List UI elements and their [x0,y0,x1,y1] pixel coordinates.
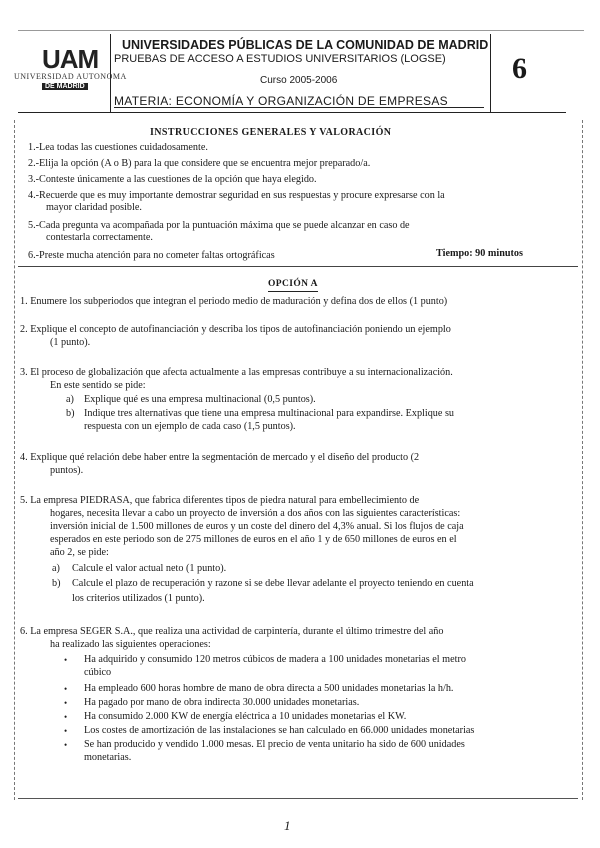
question-3-cont: En este sentido se pide: [50,380,146,391]
bullet-mark: • [64,726,68,736]
question-5a-label: a) [52,563,60,574]
left-scan-edge [14,120,15,800]
instruction-5: 5.-Cada pregunta va acompañada por la puntuación máxima que se puede alcanzar en caso de [28,220,410,231]
question-5-l2: hogares, necesita llevar a cabo un proyecto de inversión a dos años con las siguientes características: [50,508,461,519]
question-3b-cont: respuesta con un ejemplo de cada caso (1,5 puntos). [84,421,296,432]
question-5: 5. La empresa PIEDRASA, que fabrica diferentes tipos de piedra natural para embellecimiento de [20,495,420,506]
university-title: UNIVERSIDADES PÚBLICAS DE LA COMUNIDAD DE MADRID [122,38,489,52]
question-6-item-6-cont: monetarias. [84,752,132,763]
question-6-item-5: Los costes de amortización de las instalaciones se han calculado en 66.000 unidades monetarias [84,725,475,736]
logo-badge: DE MADRID [42,83,88,90]
question-3a-label: a) [66,394,74,405]
question-4-cont: puntos). [50,465,84,476]
question-6-item-1-cont: cúbico [84,667,112,678]
header-bottom-line [18,112,566,113]
exam-time: Tiempo: 90 minutos [436,248,523,259]
question-2-cont: (1 punto). [50,337,91,348]
question-5-l4: esperados en este periodo son de 275 millones de euros en el año 1 y de 650 millones de euros en el [50,534,457,545]
question-6-item-6: Se han producido y vendido 1.000 mesas. El precio de venta unitario ha sido de 600 unidades [84,739,465,750]
question-1: 1. Enumere los subperiodos que integran el periodo medio de maduración y defina dos de ellos (1 punto) [20,296,448,307]
question-3b-label: b) [66,408,75,419]
question-5-l5: año 2, se pide: [50,547,109,558]
question-6-item-2: Ha empleado 600 horas hombre de mano de obra directa a 500 unidades monetarias la h/h. [84,683,454,694]
question-3b: Indique tres alternativas que tiene una empresa multinacional para expandirse. Explique su [84,408,455,419]
header-top-line [18,30,584,31]
question-3a: Explique qué es una empresa multinacional (0,5 puntos). [84,394,316,405]
question-5-l3: inversión inicial de 1.500 millones de euros y un coste del dinero del 4,3% anual. Si los flujos de caja [50,521,464,532]
bullet-mark: • [64,712,68,722]
instruction-5-cont: contestarla correctamente. [46,232,153,243]
question-5b-cont: los criterios utilizados (1 punto). [72,593,205,604]
instruction-6: 6.-Preste mucha atención para no cometer faltas ortográficas [28,250,275,261]
question-5b-label: b) [52,578,61,589]
instruction-3: 3.-Conteste únicamente a las cuestiones de la opción que haya elegido. [28,174,317,185]
question-5a: Calcule el valor actual neto (1 punto). [72,563,227,574]
logo-mark: UAM [42,44,99,74]
logo-text: UNIVERSIDAD AUTONOMA [14,72,127,81]
question-6: 6. La empresa SEGER S.A., que realiza una actividad de carpintería, durante el último trimestre del año [20,626,444,637]
bullet-mark: • [64,698,68,708]
question-6-item-1: Ha adquirido y consumido 120 metros cúbicos de madera a 100 unidades monetarias el metro [84,654,466,665]
question-4: 4. Explique qué relación debe haber entre la segmentación de mercado y el diseño del producto (2 [20,452,420,463]
question-6-cont: ha realizado las siguientes operaciones: [50,639,211,650]
subject-title: MATERIA: ECONOMÍA Y ORGANIZACIÓN DE EMPRESAS [114,94,448,108]
instructions-heading: INSTRUCCIONES GENERALES Y VALORACIÓN [150,127,392,138]
bottom-line [18,798,578,799]
right-scan-edge [582,120,583,800]
instruction-2: 2.-Elija la opción (A o B) para la que considere que se encuentra mejor preparado/a. [28,158,371,169]
bullet-mark: • [64,655,68,665]
course-label: Curso 2005-2006 [260,75,338,86]
university-logo [14,44,127,94]
question-3: 3. El proceso de globalización que afecta actualmente a las empresas contribuye a su internacionalización. [20,367,453,378]
question-2: 2. Explique el concepto de autofinanciación y describa los tipos de autofinanciación poniendo un ejemplo [20,324,451,335]
page-number-box: 6 [512,52,527,85]
footer-page-mark: 1 [284,818,291,833]
instruction-4: 4.-Recuerde que es muy importante demostrar seguridad en sus respuestas y procure expresarse con la [28,190,445,201]
bullet-mark: • [64,740,68,750]
question-6-item-3: Ha pagado por mano de obra indirecta 30.000 unidades monetarias. [84,697,360,708]
option-heading: OPCIÓN A [268,279,318,289]
option-heading-underline [268,291,318,292]
question-5b: Calcule el plazo de recuperación y razone si se debe llevar adelante el proyecto teniendo en cuenta [72,578,474,589]
exam-title: PRUEBAS DE ACCESO A ESTUDIOS UNIVERSITARIOS (LOGSE) [114,53,446,65]
instruction-4-cont: mayor claridad posible. [46,202,142,213]
header-divider-number [490,34,491,112]
instructions-bottom-line [18,266,578,267]
instruction-1: 1.-Lea todas las cuestiones cuidadosamente. [28,142,208,153]
bullet-mark: • [64,684,68,694]
question-6-item-4: Ha consumido 2.000 KW de energía eléctrica a 10 unidades monetarias el KW. [84,711,407,722]
